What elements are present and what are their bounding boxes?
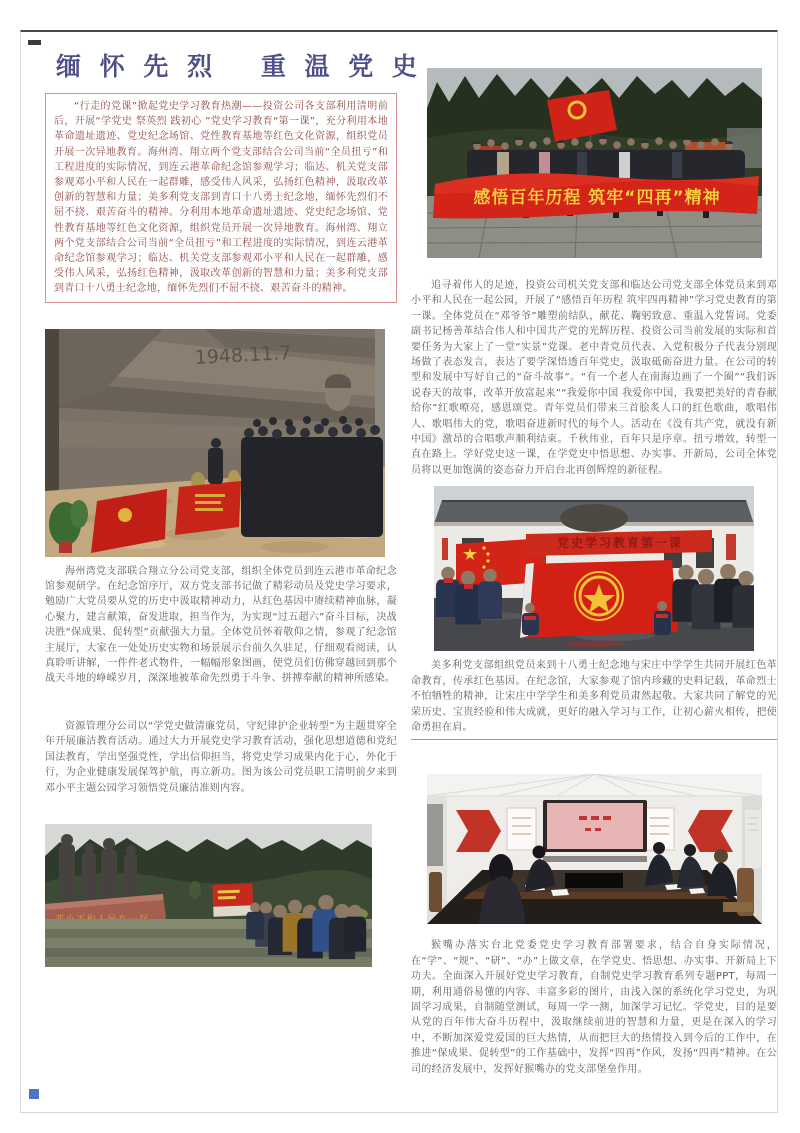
footer-blue-square: [29, 1089, 39, 1099]
meeting-room-scene: [427, 774, 762, 924]
paragraph-memorial-visit: 海州湾党支部联合翔立分公司党支部，组织全体党员到连云港市革命纪念馆参观研学。在纪念馆序厅，双方党支部书记做了精彩动员及党史学习要求，勉励广大党员要从党的历史中汲取精神动力，从红色基因中赓续精神血脉，凝心聚力，建言献策，奋发进取，担当作为，为实现“过五超六”奋斗目标，决战决胜“保成果、促转型”贡献强大力量。全体党员怀着敬仰之情，参观了纪念馆主展厅，大家在一处处历史实物和场景展示台前久久驻足，仔细观看阅读，认真聆听讲解，一件件老式物件，一幅幅形象图画，使党员们仿佛穿越回到那个战天斗地的峥嵘岁月，深深地被革命先烈勇于斗争、拼搏奉献的精神所感染。: [45, 565, 397, 685]
two-column-layout: [45, 68, 777, 1077]
memorial-hall-scene: [45, 329, 385, 557]
left-column: [45, 68, 397, 1077]
air-conditioner: [745, 810, 761, 868]
banner-group-scene: [427, 68, 762, 258]
school-banner-text: 党史学习教育第一课: [556, 536, 684, 551]
photo-deng-park: [45, 824, 372, 967]
paragraph-houzui-office: 猴嘴办落实台北党委党史学习教育部署要求，结合自身实际情况，在“学”、“规”、“研”、“办”上做文章，在学党史、悟思想、办实事、开新局上下功夫。全面深入开展好党史学习教育，自制党史学习教育系列专题PPT，每周一期，利用通俗易懂的内容、丰富多彩的图片，由浅入深的系统化学习党史，为巩固学习成果，自制随堂测试，每周一学一测，加深学习记忆。学党史，目的是要从党的百年伟大奋斗历程中，汲取继续前进的智慧和力量，更是在深入的学习中，不断加深爱党爱国的巨大热情，从而把巨大的热情投入到今后的工作中，在推进“保成果、促转型”的工作基础中，发挥“四再”作风，发扬“四再”精神。在公司的经济发展中，发挥好猴嘴办的党支部堡垒作用。: [411, 940, 777, 1075]
section-divider: [411, 739, 777, 740]
deng-park-scene: [45, 824, 372, 967]
page-title: 缅 怀 先 烈 重 温 党 史: [56, 52, 422, 81]
left-students: [436, 567, 502, 625]
paragraph-integrity-education: 资源管理分公司以“学党史做清廉党员，守纪律护企业转型”为主题贯穿全年开展廉洁教育活动。通过大力开展党史学习教育活动，强化思想道德和党纪国法教育，学出坚强党性，学出信仰担当，将党史学习成果内化于心，外化于行，为企业健康发展保驾护航，再立新功。图为该公司党员职工清明前夕来到邓小平主题公园学习领悟党员廉洁准则内容。: [45, 720, 397, 794]
header-rule-tick: [28, 40, 41, 45]
photo-meeting-room: [427, 774, 762, 924]
paragraph-first-lesson: 追寻着伟人的足迹，投资公司机关党支部和临达公司党支部全体党员来到邓小平和人民在一起公园，开展了“感悟百年历程 筑牢四再精神”学习党史教育的第一课。全体党员在“邓爷爷”雕塑前结队，献花、鞠躬致意、重温入党誓词。党委副书记杨善革结合伟人和中国共产党的光辉历程、投资公司当前发展的实际和首要任务为大家上了一堂“实景”党课。老中青党员代表、入党积极分子代表分别现场做了表态发言，表达了要学深悟透百年党史，汲取砥砺奋进力量。在公司的转型和发展中写好自己的“奋斗故事”。“有一个老人在南海边画了一个圈”“我们诉说春天的故事，改革开放富起来”“我爱你中国 我爱你中国，我要把美好的青春献给你”红歌嘹亮，感恩颂党。青年党员们带来三首脍炙人口的红色歌曲，歌唱伟人、歌唱伟大的党，歌唱奋进新时代的每个人。活动在《没有共产党，就没有新中国》激昂的合唱歌声顺利结束。千秋伟业，百年只是序章。扭亏增效，转型一直在路上。学好党史这一课，在学党史中悟思想、办实事、开新局，公司全体党员将以更加饱满的姿态奋力开启台北再创辉煌的新征程。: [411, 280, 777, 476]
red-sign-board: [212, 883, 253, 916]
photo-school-flags: [434, 486, 754, 651]
right-adults: [672, 564, 754, 629]
intro-text-box: “行走的党课”掀起党史学习教育热潮——投资公司各支部利用清明前后，开展“学党史 祭英烈 践初心 ”党史学习教育“第一课”，充分利用本地革命遗址遗迹、党史纪念场馆、党性教育基地等红色文化资源，组织党员开展一次异地教育。海州湾、翔立两个党支部结合公司当前“全员扭亏”和工程进度的实际情况，到连云港革命纪念馆参观学习；临达、机关党支部参观邓小平和人民在一起群雕，感受伟人风采，弘扬红色精神，汲取改革创新的智慧和力量；美多利党支部到青口十八勇士纪念地，缅怀先烈们不屈不挠、艰苦奋斗的精神。分利用本地革命遗址遗迹、党史纪念场馆、党性教育基地等红色文化资源，组织党员开展一次异地教育。海州湾、翔立两个党支部结合公司当前“全员扭亏”和工程进度的实际情况，到连云港革命纪念馆参观学习；临达、机关党支部参观邓小平和人民在一起群雕，感受伟人风采，弘扬红色精神，汲取改革创新的智慧和力量；美多利党支部到青口十八勇士纪念地，缅怀先烈们不屈不挠、艰苦奋斗的精神。: [45, 93, 397, 303]
photo-banner-group: [427, 68, 762, 258]
paragraph-martyrs-memorial: 美多利党支部组织党员来到十八勇士纪念地与宋庄中学学生共同开展红色革命教育，传承红色基因。在纪念馆，大家参观了馆内珍藏的史料记载，革命烈士不怕牺牲的精神，让宋庄中学学生和美多利党员肃然起敬。大家共同了解党的光荣历史、宝贵经验和伟大成就，更好的融入学习与工作，让初心薪火相传，把使命勇担在肩。: [411, 660, 777, 733]
wreath: [189, 881, 201, 899]
photo-memorial-hall: [45, 329, 385, 557]
school-flags-scene: [434, 486, 754, 651]
red-slogan-banner: [526, 530, 712, 556]
banner-text: 感悟百年历程 筑牢“四再”精神: [472, 188, 721, 208]
carved-date-text: 1948.11.7: [194, 341, 292, 369]
right-column: [411, 68, 777, 1077]
